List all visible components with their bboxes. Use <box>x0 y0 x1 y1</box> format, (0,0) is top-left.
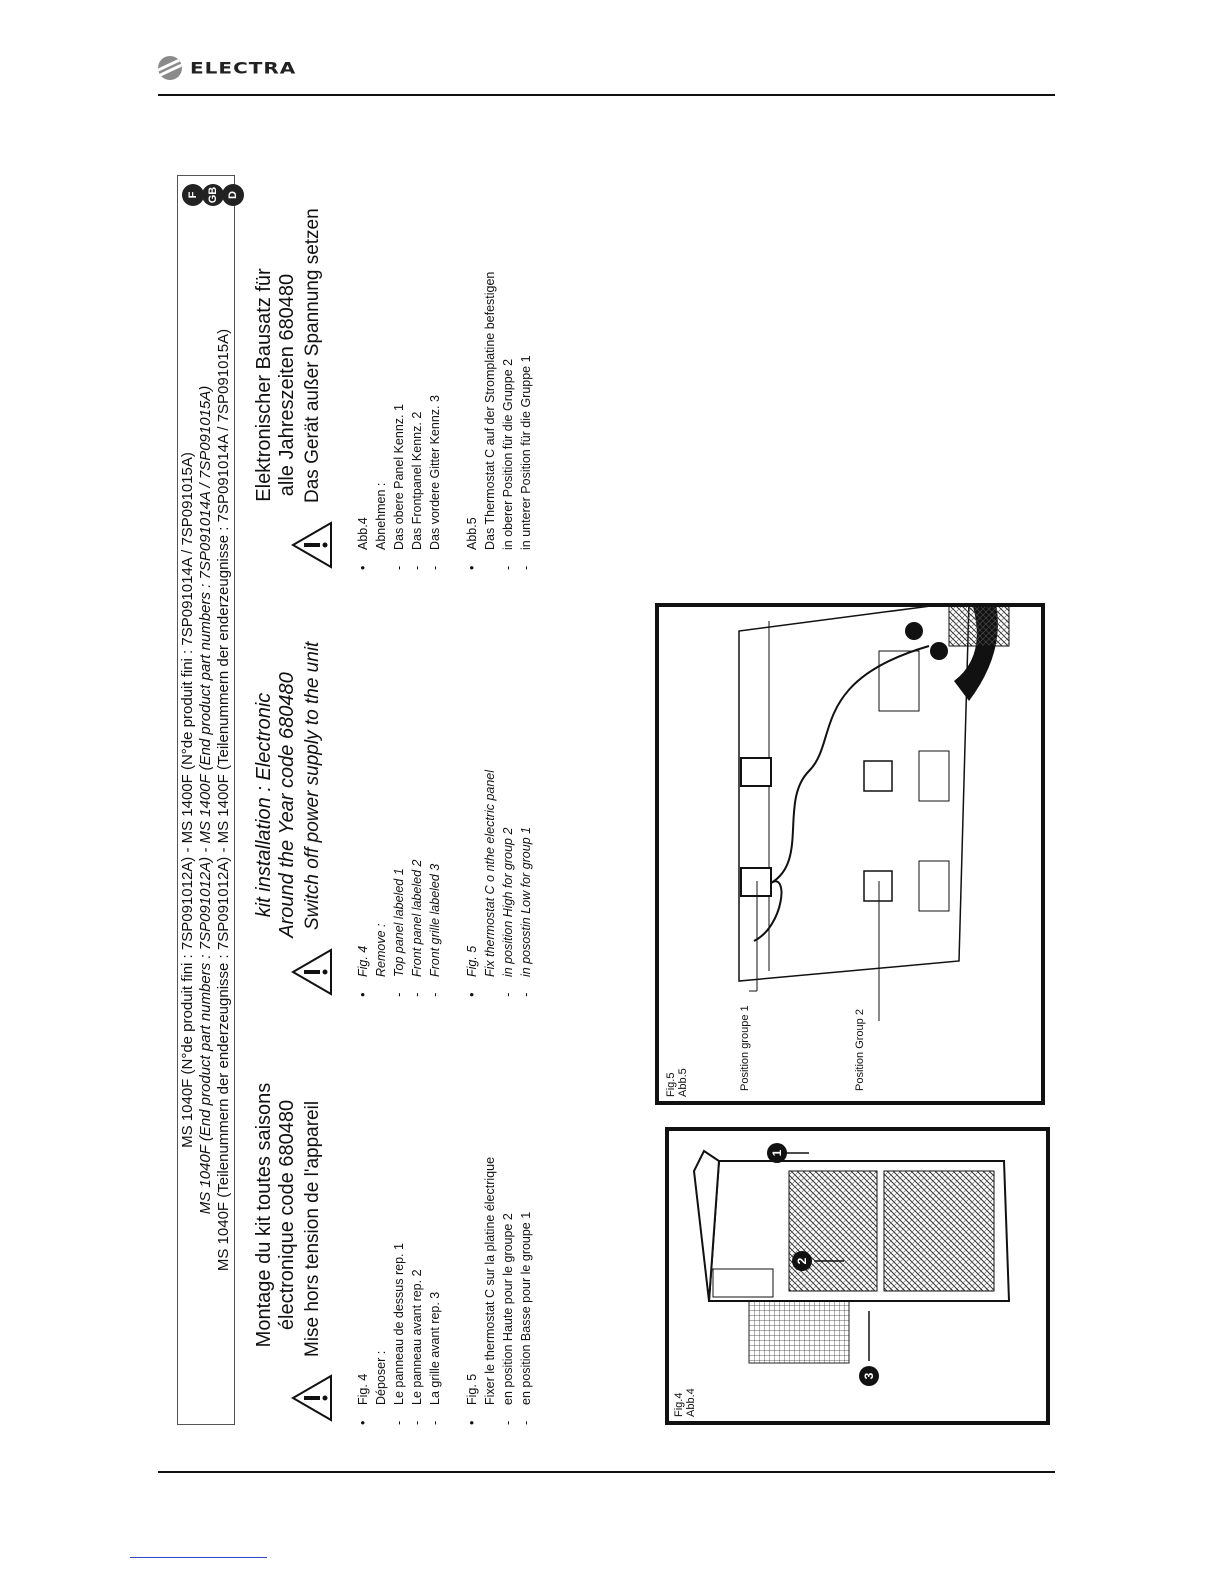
instructions-fr-fig5 <box>463 1157 535 1425</box>
dash: - <box>392 565 406 570</box>
dash: - <box>428 992 442 997</box>
bullet: • <box>356 992 370 997</box>
model-line-de: MS 1040F (Teilenummern der enderzeugnisse : 7SP091012A) - MS 1400F (Teilenummern der enderzeugnisse : 7SP091014A / 7SP091015A) <box>215 328 232 1272</box>
lang-badge-d: D <box>222 184 244 206</box>
title-fr-line1: Montage du kit toutes saisons <box>253 1082 275 1348</box>
unit-diagram-fig4 <box>669 1131 1046 1421</box>
model-numbers-box <box>177 175 235 1425</box>
electra-logo <box>158 56 296 80</box>
dash: - <box>392 1420 406 1425</box>
bullet: • <box>465 1420 479 1425</box>
remove-label-gb: Remove : <box>374 923 388 977</box>
bullet: • <box>356 1420 370 1425</box>
dash: - <box>410 565 424 570</box>
instructions-fr-fig4 <box>354 1243 444 1425</box>
list-item: in oberer Position für die Gruppe 2 <box>501 358 515 550</box>
dash: - <box>501 565 515 570</box>
brand-name: ELECTRA <box>190 58 297 78</box>
list-item: in posostin Low for group 1 <box>519 826 533 977</box>
fig5-label-2: Abb.5 <box>677 1068 689 1097</box>
instructions-de-fig4 <box>354 395 444 570</box>
title-de <box>253 235 299 535</box>
dash: - <box>519 1420 533 1425</box>
dash: - <box>410 992 424 997</box>
dash: - <box>501 992 515 997</box>
warning-icon-de <box>290 520 334 570</box>
model-line-fr: MS 1040F (N°de produit fini : 7SP091012A) - MS 1400F (N°de produit fini : 7SP091014A / 7SP091015A) <box>179 452 196 1148</box>
figure-4 <box>665 1127 1050 1425</box>
instructions-gb-fig5 <box>463 770 535 997</box>
title-gb-line2: Around the Year code 680480 <box>276 672 298 938</box>
fig4-label-2: Abb.4 <box>685 1388 697 1417</box>
dash: - <box>392 992 406 997</box>
remove-label-fr: Déposer : <box>374 1350 388 1405</box>
remove-label-de: Abnehmen : <box>374 482 388 550</box>
fig5-label-1: Fig.5 <box>665 1072 677 1097</box>
fig4-ref-fr: Fig. 4 <box>356 1373 370 1405</box>
footer-link-underline <box>130 1557 267 1558</box>
list-item: Front panel labeled 2 <box>410 859 424 977</box>
dash: - <box>428 565 442 570</box>
callout-position-group-2: Position Group 2 <box>854 1009 866 1091</box>
list-item: Das Frontpanel Kennz. 2 <box>410 411 424 550</box>
footer-rule <box>158 1471 1055 1473</box>
bullet: • <box>465 565 479 570</box>
list-item: Das vordere Gitter Kennz. 3 <box>428 395 442 550</box>
dash: - <box>428 1420 442 1425</box>
warning-text-de: Das Gerät außer Spannung setzen <box>302 208 323 503</box>
warning-text-fr: Mise hors tension de l'appareil <box>302 1100 323 1357</box>
instructions-gb-fig4 <box>354 860 444 997</box>
lang-badge-gb: GB <box>202 184 224 206</box>
fix-text-de: Das Thermostat C auf der Stromplatine befestigen <box>483 271 497 550</box>
callout-3: 3 <box>859 1366 879 1386</box>
lang-badge-f: F <box>182 184 204 206</box>
fig5-ref-fr: Fig. 5 <box>465 1373 479 1405</box>
title-fr-line2: électronique code 680480 <box>276 1099 298 1331</box>
list-item: en position Haute pour le groupe 2 <box>501 1213 515 1405</box>
list-item: in unterer Position für die Gruppe 1 <box>519 355 533 550</box>
list-item: Front grille labeled 3 <box>428 863 442 977</box>
warning-text-gb: Switch off power supply to the unit <box>302 641 323 930</box>
title-fr <box>253 1065 299 1365</box>
header-rule <box>158 94 1055 96</box>
dash: - <box>519 565 533 570</box>
rotated-page-content <box>160 165 1060 1425</box>
dash: - <box>519 992 533 997</box>
title-gb-line1: kit installation : Electronic <box>253 692 275 918</box>
electra-logo-icon <box>158 56 182 80</box>
warning-icon-fr <box>290 1373 334 1423</box>
dash: - <box>410 1420 424 1425</box>
callout-1: 1 <box>767 1143 787 1163</box>
fig4-ref-gb: Fig. 4 <box>356 945 370 977</box>
instructions-de-fig5 <box>463 272 535 570</box>
bullet: • <box>356 565 370 570</box>
fig4-ref-de: Abb.4 <box>356 517 370 550</box>
fig4-label-1: Fig.4 <box>673 1392 685 1417</box>
list-item: Le panneau avant rep. 2 <box>410 1269 424 1405</box>
title-de-line1: Elektronischer Bausatz für <box>253 268 275 502</box>
fig5-ref-de: Abb.5 <box>465 517 479 550</box>
callout-position-group-1: Position groupe 1 <box>739 1005 751 1091</box>
list-item: en position Basse pour le groupe 1 <box>519 1211 533 1405</box>
dash: - <box>501 1420 515 1425</box>
list-item: Top panel labeled 1 <box>392 868 406 977</box>
warning-icon-gb <box>290 947 334 997</box>
fig5-ref-gb: Fig. 5 <box>465 945 479 977</box>
figure-5 <box>655 603 1045 1105</box>
list-item: in position High for group 2 <box>501 827 515 977</box>
title-gb <box>253 645 299 965</box>
callout-2: 2 <box>792 1251 812 1271</box>
list-item: La grille avant rep. 3 <box>428 1291 442 1405</box>
title-de-line2: alle Jahreszeiten 680480 <box>276 273 298 497</box>
list-item: Das obere Panel Kennz. 1 <box>392 404 406 550</box>
model-line-gb: MS 1040F (End product part numbers : 7SP091012A) - MS 1400F (End product part numbers : 7SP091014A / 7SP091015A) <box>197 385 214 1215</box>
bullet: • <box>465 992 479 997</box>
fix-text-gb: Fix thermostat C o nthe electric panel <box>483 769 497 977</box>
list-item: Le panneau de dessus rep. 1 <box>392 1243 406 1405</box>
electric-panel-diagram-fig5 <box>659 607 1041 1101</box>
fix-text-fr: Fixer le thermostat C sur la platine électrique <box>483 1156 497 1405</box>
